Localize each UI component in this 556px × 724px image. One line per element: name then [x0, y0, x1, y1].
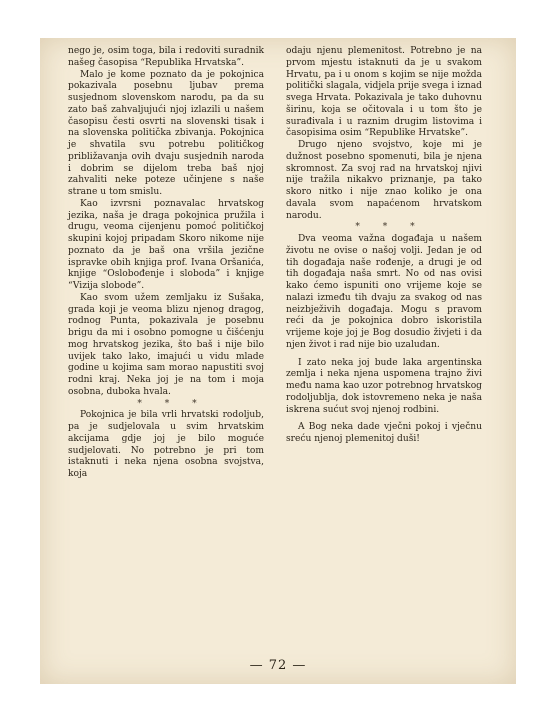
paragraph: Kao izvrsni poznavalac hrvatskog jezika, naša je draga pokojnica pružila i drugu, veoma cijenjenu pomoć političkoj skupini kojoj pripadam Skoro nikome nije poznato da je baš ona vršila jezične ispravke obih knjiga prof. Ivana Oršanića, knjige “Oslobođenje i sloboda” i knjige “Vizija slobode”. — [68, 198, 264, 291]
paragraph: Malo je kome poznato da je pokojnica pokazivala posebnu ljubav prema susjednom slovenskom narodu, pa da su zato baš zahvaljujući njoj izlazili u našem časopisu česti osvrti na slovenski tisak i na slovenska politička zbivanja. Pokojnica je shvatila svu potrebu političkog približavanja ovih dvaju susjednih naroda i dobrim se dijelom treba baš njoj zahvaliti neke poteze učinjene s naše strane u tom smislu. — [68, 69, 264, 197]
paragraph: nego je, osim toga, bila i redoviti suradnik našeg časopisa “Republika Hrvatska”. — [68, 46, 264, 68]
paragraph: I zato neka joj bude laka argentinska zemlja i neka njena uspomena trajno živi među nama kao uzor potrebnog hrvatskog rodoljublja, dok istovremeno neka je naša iskrena sućut svoj njenoj rodbini. — [286, 357, 482, 415]
section-separator: * * * — [137, 398, 207, 409]
document-page — [40, 38, 516, 684]
left-column — [68, 46, 264, 481]
section-separator: * * * — [355, 222, 425, 233]
paragraph: Pokojnica je bila vrli hrvatski rodoljub, pa je sudjelovala u svim hrvatskim akcijama gdje joj je bilo moguće sudjelovati. No potrebno je pri tom istaknuti i neka njena osobna svojstva, koja — [68, 410, 264, 479]
paragraph: odaju njenu plemenitost. Potrebno je na prvom mjestu istaknuti da je u svakom Hrvatu, pa i u onom s kojim se nije možda politički slagala, vidjela prije svega i iznad svega Hrvata. Pokazivala je tako duhovnu širinu, koja se očitovala i u tom što je surađivala i u raznim drugim listovima i časopisima osim “Republike Hrvatske”. — [286, 46, 482, 139]
paragraph: Drugo njeno svojstvo, koje mi je dužnost posebno spomenuti, bila je njena skromnost. Za svoj rad na hrvatskoj njivi nije tražila nikakvo priznanje, pa tako skoro nitko i nije znao koliko je ona davala svom napaćenom hrvatskom narodu. — [286, 140, 482, 221]
paragraph: A Bog neka dade vječni pokoj i vječnu sreću njenoj plemenitoj duši! — [286, 422, 482, 444]
page-number: — 72 — — [249, 658, 307, 673]
right-column — [286, 46, 482, 446]
paragraph: Kao svom užem zemljaku iz Sušaka, grada koji je veoma blizu njenog dragog, rodnog Punta, pokazivala je posebnu brigu da mi i osobno pomogne u čišćenju mog hrvatskog jezika, što baš i nije bilo uvijek tako lako, imajući u vidu mlade godine u kojima sam morao napustiti svoj rodni kraj. Neka joj je na tom i moja osobna, duboka hvala. — [68, 292, 264, 397]
paragraph: Dva veoma važna događaja u našem životu ne ovise o našoj volji. Jedan je od tih događaja naše rođenje, a drugi je od tih događaja naša smrt. No od nas ovisi kako ćemo ispuniti ono vrijeme koje se nalazi između tih dvaju za svakog od nas neizbježivih događaja. Mogu s pravom reći da je pokojnica dobro iskoristila vrijeme koje joj je Bog dosudio živjeti i da njen život i rad nije bio uzaludan. — [286, 234, 482, 350]
